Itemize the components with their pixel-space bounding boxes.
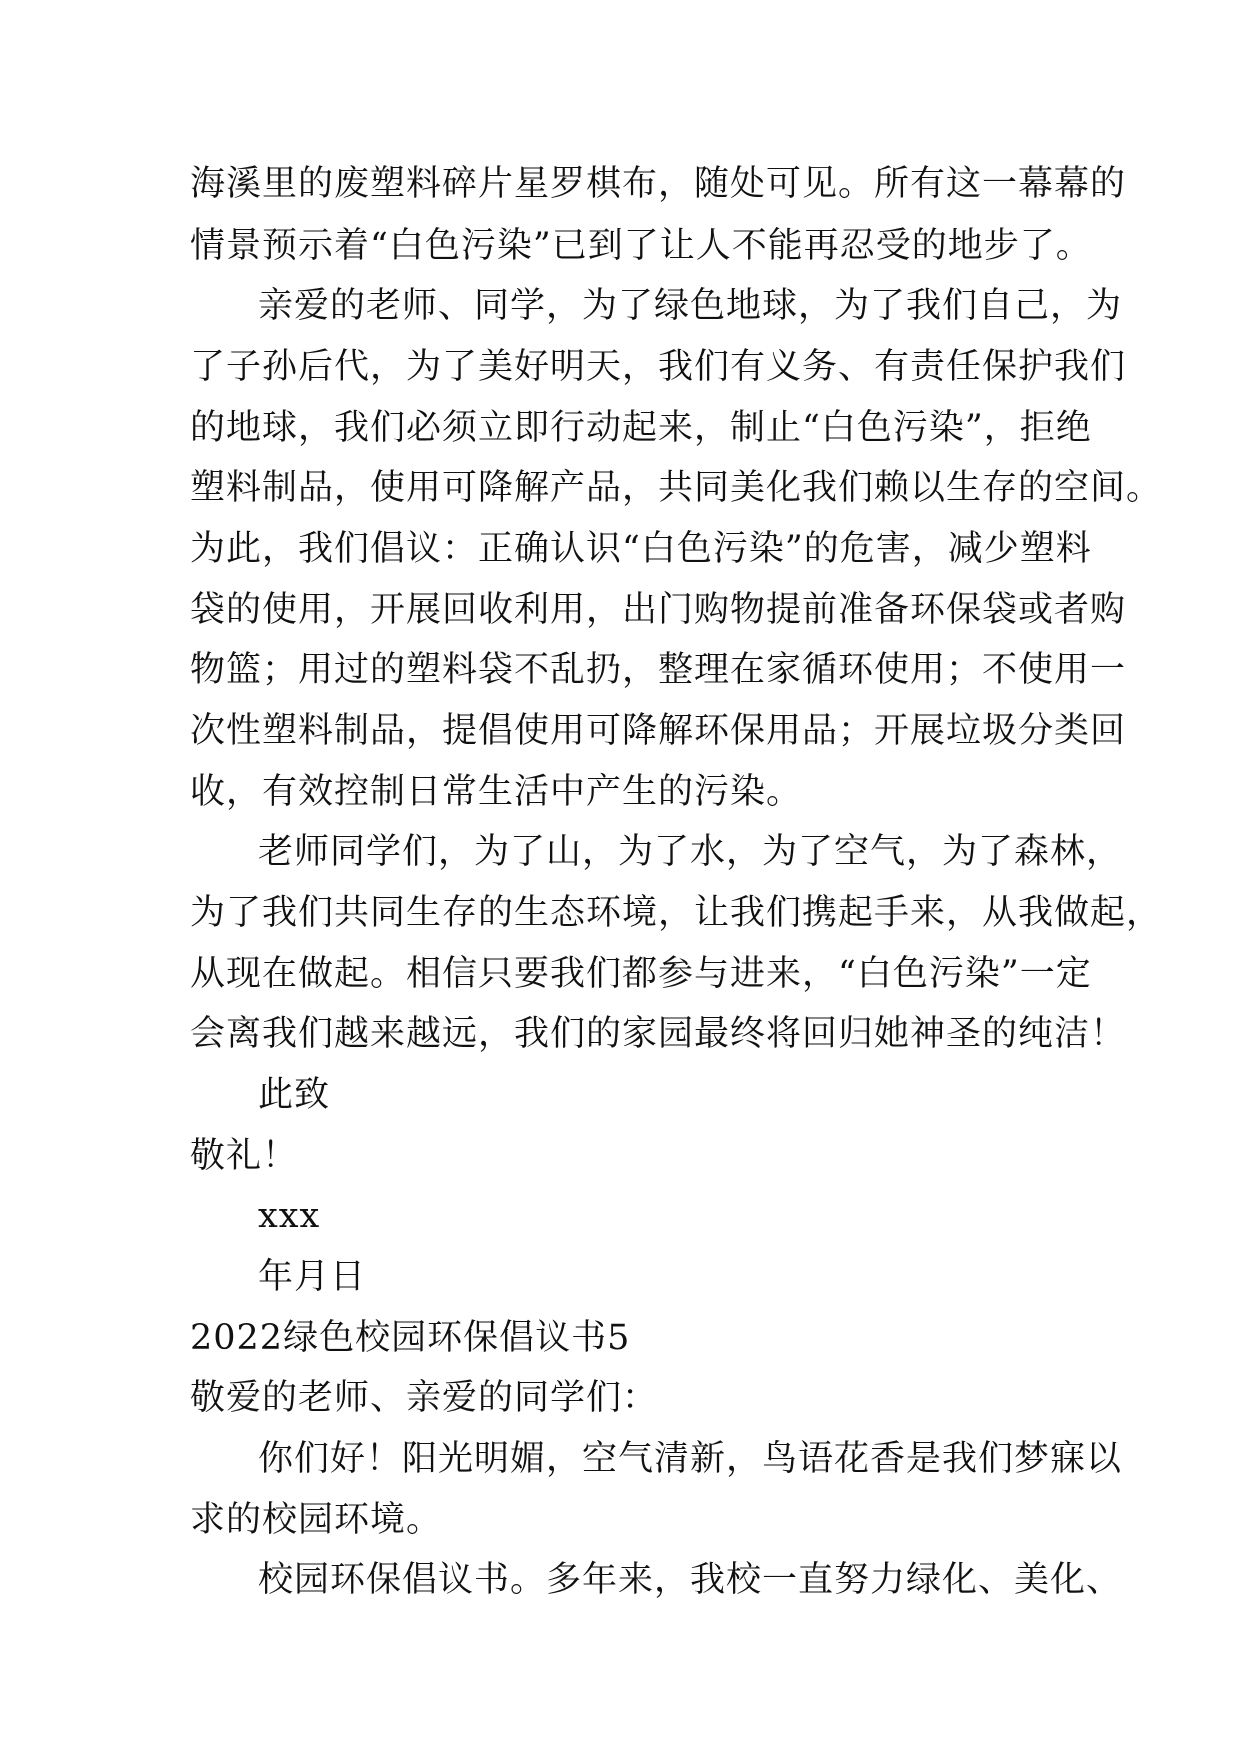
text-line: 物篮；用过的塑料袋不乱扔，整理在家循环使用；不使用一 [190,650,1127,690]
text-line: 了子孙后代，为了美好明天，我们有义务、有责任保护我们 [190,347,1127,387]
paragraph-start-line: 老师同学们，为了山，为了水，为了空气，为了森林， [258,832,1123,872]
greeting-line: 敬爱的老师、亲爱的同学们： [190,1378,659,1418]
paragraph-start-line: 你们好！阳光明媚，空气清新，鸟语花香是我们梦寐以 [258,1439,1123,1479]
text-line: 为了我们共同生存的生态环境，让我们携起手来，从我做起， [190,893,1163,933]
signature-name: xxx [258,1196,321,1236]
text-line: 求的校园环境。 [190,1500,443,1540]
closing-salutation: 此致 [258,1075,331,1115]
text-line: 海溪里的废塑料碎片星罗棋布，随处可见。所有这一幕幕的 [190,164,1127,204]
text-line: 袋的使用，开展回收利用，出门购物提前准备环保袋或者购 [190,590,1127,630]
text-line: 的地球，我们必须立即行动起来，制止“白色污染”，拒绝 [190,408,1092,448]
text-line: 为此，我们倡议：正确认识“白色污染”的危害，减少塑料 [190,529,1092,569]
text-line: 从现在做起。相信只要我们都参与进来，“白色污染”一定 [190,954,1092,994]
paragraph-start-line: 亲爱的老师、同学，为了绿色地球，为了我们自己，为 [258,286,1123,326]
text-line: 情景预示着“白色污染”已到了让人不能再忍受的地步了。 [190,226,1092,266]
text-line: 次性塑料制品，提倡使用可降解环保用品；开展垃圾分类回 [190,711,1127,751]
text-line: 会离我们越来越远，我们的家园最终将回归她神圣的纯洁！ [190,1014,1127,1054]
paragraph-start-line: 校园环保倡议书。多年来，我校一直努力绿化、美化、 [258,1560,1123,1600]
signature-date: 年月日 [258,1257,367,1297]
closing-regards: 敬礼！ [190,1136,299,1176]
text-line: 收，有效控制日常生活中产生的污染。 [190,772,803,812]
section-title: 2022绿色校园环保倡议书5 [190,1318,631,1358]
text-line: 塑料制品，使用可降解产品，共同美化我们赖以生存的空间。 [190,468,1163,508]
